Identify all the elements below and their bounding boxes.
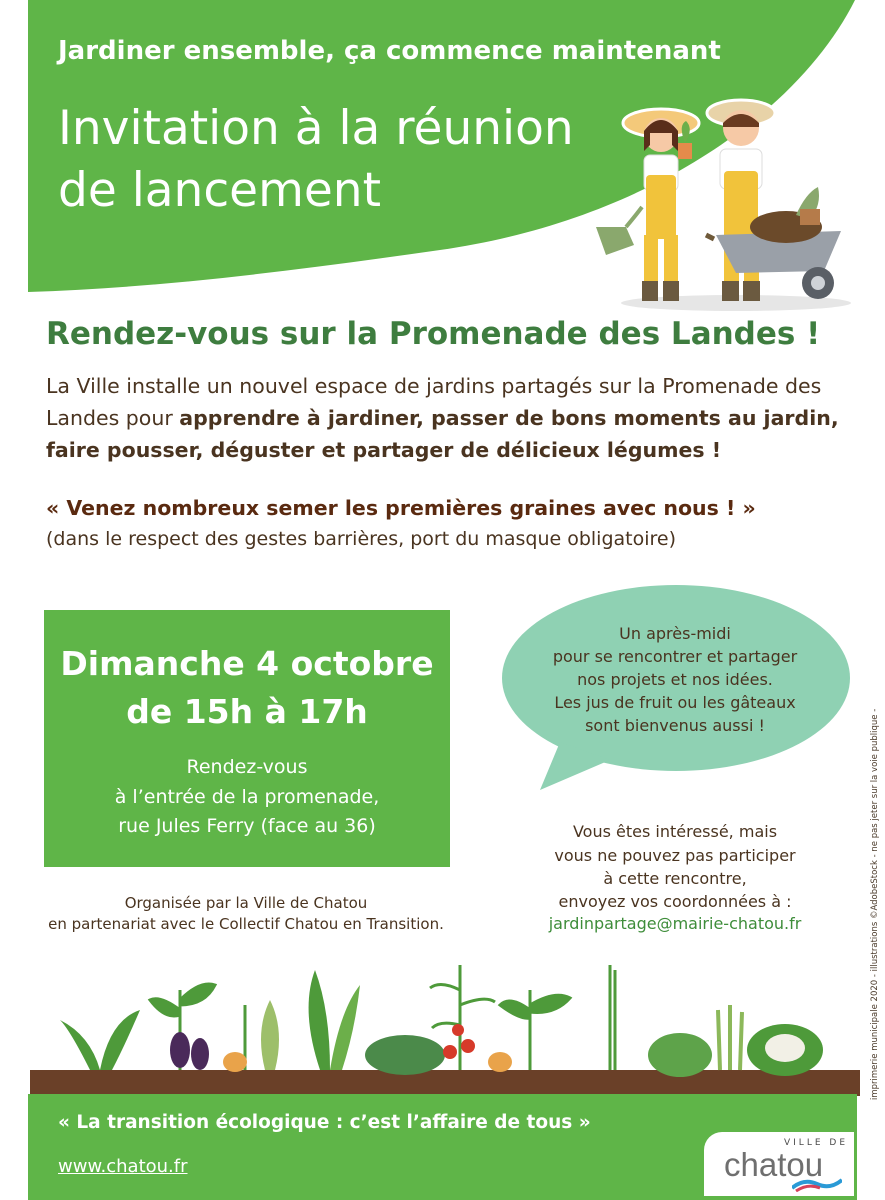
venue-line: Rendez-vous (186, 756, 308, 778)
bubble-text: pour se rencontrer et partager (552, 647, 798, 666)
interested-text: à cette rencontre, (603, 869, 747, 888)
interested-text: envoyez vos coordonnées à : (558, 892, 792, 911)
chatou-logo (704, 1132, 854, 1196)
logo-wave-icon (792, 1178, 842, 1192)
interested-text: Vous êtes intéressé, mais (572, 822, 778, 841)
logo-wordmark: chatou (724, 1146, 824, 1183)
bubble-text: sont bienvenus aussi ! (585, 716, 765, 735)
header-subtitle: Jardiner ensemble, ça commence maintenant (58, 36, 721, 66)
event-time: de 15h à 17h (126, 692, 368, 731)
footer-slogan: « La transition écologique : c’est l’affaire de tous » (58, 1112, 591, 1133)
website-link[interactable]: www.chatou.fr (58, 1156, 188, 1177)
intro-highlight: apprendre à jardiner, passer de bons moments au jardin, faire pousser, déguster et partager de délicieux légumes ! (46, 406, 839, 462)
page-title-line1: Invitation à la réunion (58, 101, 574, 156)
interested-text: vous ne pouvez pas participer (554, 846, 796, 865)
organiser-line: Organisée par la Ville de Chatou (124, 894, 368, 912)
gardeners-illustration (586, 95, 856, 315)
bubble-text: Un après-midi (619, 624, 731, 643)
page-title-line2: de lancement (58, 163, 382, 218)
logo-subtext: VILLE DE (784, 1138, 849, 1148)
intro-text: La Ville installe un nouvel espace de jardins partagés sur la Promenade des Landes pour (46, 374, 822, 430)
event-date: Dimanche 4 octobre (60, 644, 434, 683)
partner-line: en partenariat avec le Collectif Chatou en Transition. (48, 915, 444, 933)
venue-line: à l’entrée de la promenade, (114, 786, 380, 808)
invitation-quote: « Venez nombreux semer les premières graines avec nous ! » (46, 496, 756, 520)
footer (28, 1094, 857, 1200)
contact-email-link[interactable]: jardinpartage@mairie-chatou.fr (548, 914, 802, 933)
venue-address: rue Jules Ferry (face au 36) (118, 815, 376, 837)
intro-paragraph (46, 370, 846, 466)
print-credit: imprimerie municipale 2020 - illustrations ©AdobeStock - ne pas jeter sur la voie publique - (870, 708, 880, 1100)
event-date-box (44, 610, 450, 867)
section-heading: Rendez-vous sur la Promenade des Landes ! (46, 316, 821, 352)
vegetables-illustration (30, 950, 860, 1100)
page-title (58, 98, 638, 222)
safety-note: (dans le respect des gestes barrières, port du masque obligatoire) (46, 528, 677, 550)
bubble-text: Les jus de fruit ou les gâteaux (554, 693, 796, 712)
bubble-text: nos projets et nos idées. (577, 670, 773, 689)
